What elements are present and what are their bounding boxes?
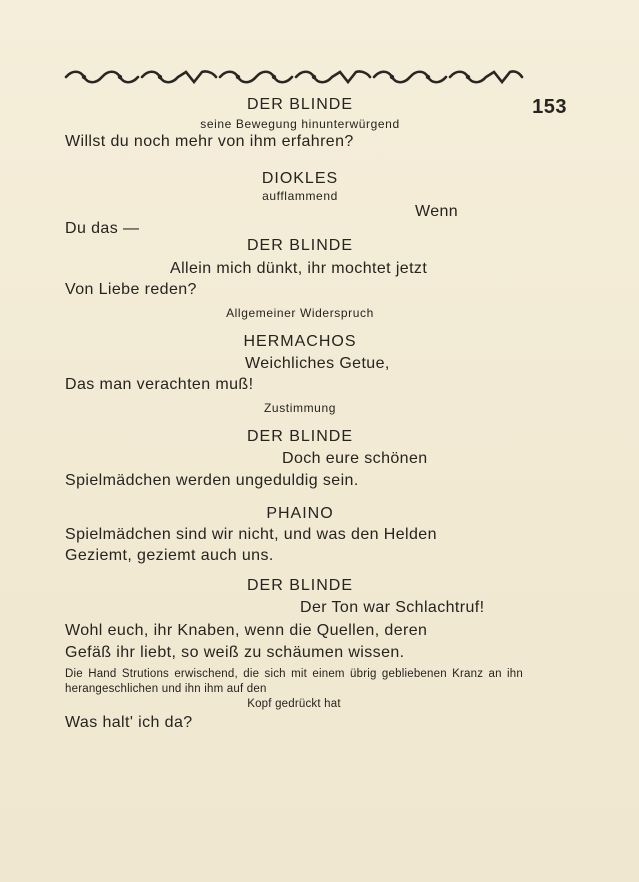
stage-direction: aufflammend [262,189,338,203]
stage-direction: Allgemeiner Widerspruch [226,306,374,320]
speaker-name: PHAINO [266,505,334,522]
verse-line: Gefäß ihr liebt, so weiß zu schäumen wissen. [65,644,405,661]
page-number: 153 [532,96,567,118]
verse-line: Du das — [65,220,140,237]
ornamental-border [64,68,524,86]
verse-line: Was halt' ich da? [65,714,193,731]
stage-direction-text: Die Hand Strutions erwischend, die sich mit einem übrig gebliebenen Kranz an ihn herangeschlichen und ihn ihm auf den [65,668,523,695]
speaker-name: HERMACHOS [243,333,357,350]
stage-direction-long [65,667,523,712]
verse-line: Von Liebe reden? [65,281,197,298]
verse-line: Allein mich dünkt, ihr mochtet jetzt [170,260,428,277]
verse-line: Der Ton war Schlachtruf! [300,599,485,616]
verse-line: Das man verachten muß! [65,376,254,393]
speaker-name: DER BLINDE [246,96,354,113]
verse-line: Spielmädchen sind wir nicht, und was den Helden [65,526,437,543]
verse-line: Weichliches Getue, [245,355,390,372]
stage-direction: seine Bewegung hinunterwürgend [200,117,400,131]
verse-line: Wohl euch, ihr Knaben, wenn die Quellen, deren [65,622,428,639]
verse-line: Spielmädchen werden ungeduldig sein. [65,472,359,489]
verse-line: Geziemt, geziemt auch uns. [65,547,274,564]
speaker-name: DER BLINDE [246,577,354,594]
speaker-name: DER BLINDE [246,237,354,254]
speaker-name: DER BLINDE [246,428,354,445]
stage-direction: Zustimmung [263,401,337,415]
speaker-name: DIOKLES [261,170,339,187]
verse-line: Willst du noch mehr von ihm erfahren? [65,133,354,150]
verse-line: Doch eure schönen [282,450,428,467]
verse-line: Wenn [415,203,459,220]
stage-direction-last-line: Kopf gedrückt hat [247,698,341,710]
